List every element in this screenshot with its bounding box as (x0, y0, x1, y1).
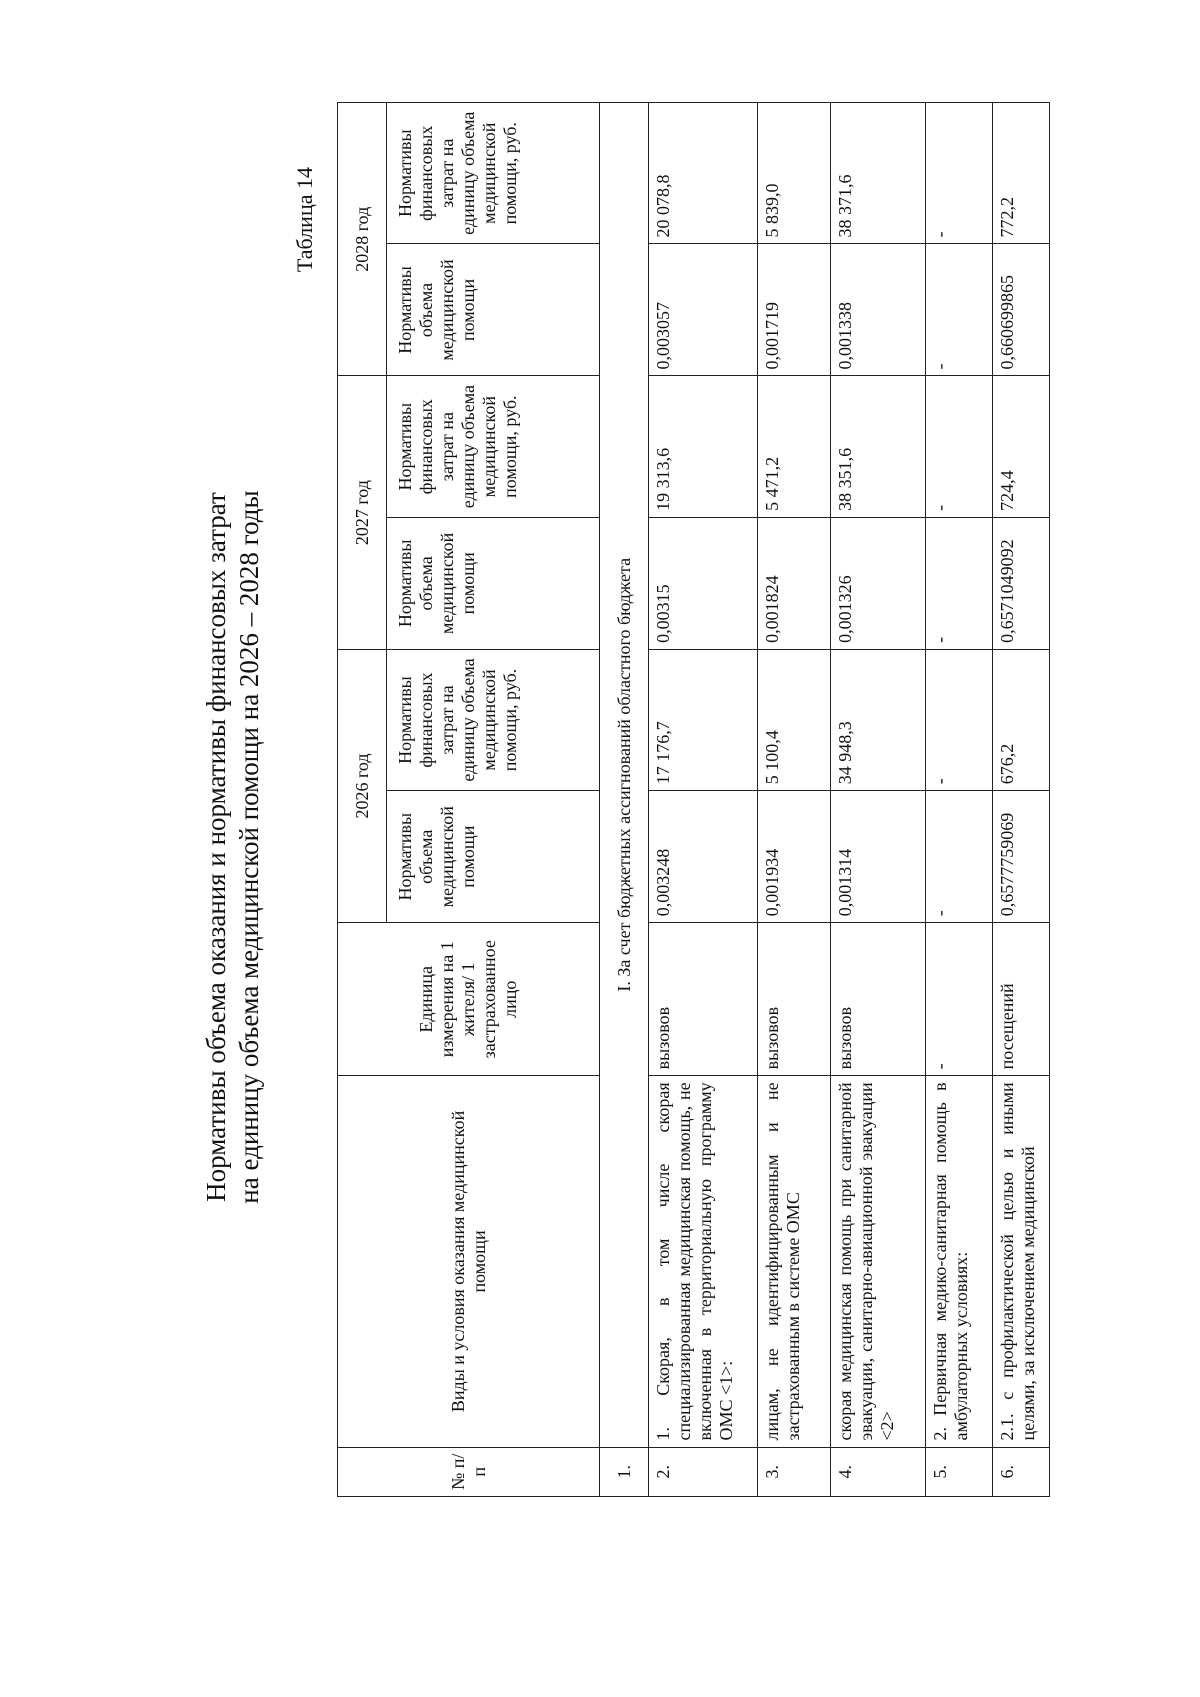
row-volume-2027: 0,00315 (649, 517, 758, 649)
row-kind: 1. Скорая, в том числе скорая специализированная медицинская помощь, не включенная в территориальную программу ОМС <1>: (649, 1076, 758, 1447)
row-volume-2028: - (926, 244, 993, 376)
table-row (600, 103, 649, 1497)
row-finance-2026: 5 100,4 (758, 649, 831, 790)
row-volume-2028: 0,660699865 (993, 244, 1050, 376)
row-num: 6. (993, 1447, 1050, 1496)
header-finance-2026: Нормативы финансовых затрат на единицу объема медицинской помощи, руб. (387, 649, 600, 790)
row-finance-2027: 19 313,6 (649, 376, 758, 517)
table-row (926, 103, 993, 1497)
row-unit: посещений (993, 923, 1050, 1076)
row-finance-2028: 38 371,6 (831, 103, 926, 244)
row-num: 3. (758, 1447, 831, 1496)
row-kind: 2. Первичная медико-санитарная помощь в амбулаторных условиях: (926, 1076, 993, 1447)
row-volume-2028: 0,001719 (758, 244, 831, 376)
table-row (758, 103, 831, 1497)
row-unit: вызовов (831, 923, 926, 1076)
row-finance-2027: 724,4 (993, 376, 1050, 517)
row-finance-2026: 17 176,7 (649, 649, 758, 790)
row-finance-2028: 20 078,8 (649, 103, 758, 244)
row-finance-2027: 5 471,2 (758, 376, 831, 517)
row-volume-2027: 0,001326 (831, 517, 926, 649)
row-unit: вызовов (649, 923, 758, 1076)
row-finance-2026: - (926, 649, 993, 790)
row-kind: лицам, не идентифицированным и не застрахованным в системе ОМС (758, 1076, 831, 1447)
row-finance-2028: 772,2 (993, 103, 1050, 244)
row-finance-2028: 5 839,0 (758, 103, 831, 244)
row-volume-2026: 0,003248 (649, 791, 758, 923)
document-title-line-1: Нормативы объема оказания и нормативы финансовых затрат (201, 492, 231, 1202)
row-volume-2028: 0,001338 (831, 244, 926, 376)
row-volume-2026: - (926, 791, 993, 923)
header-finance-2028: Нормативы финансовых затрат на единицу объема медицинской помощи, руб. (387, 103, 600, 244)
table-row (993, 103, 1050, 1497)
header-year-2026: 2026 год (338, 649, 387, 922)
row-finance-2026: 34 948,3 (831, 649, 926, 790)
table-number: Таблица 14 (292, 167, 317, 273)
row-num: 2. (649, 1447, 758, 1496)
table-row (649, 103, 758, 1497)
header-finance-2027: Нормативы финансовых затрат на единицу объема медицинской помощи, руб. (387, 376, 600, 517)
row-volume-2026: 0,001314 (831, 791, 926, 923)
header-unit: Единица измерения на 1 жителя/ 1 застрахованное лицо (338, 923, 600, 1076)
table-row (831, 103, 926, 1497)
header-kind: Виды и условия оказания медицинской помощи (338, 1076, 600, 1447)
row-volume-2028: 0,003057 (649, 244, 758, 376)
norms-table (337, 102, 1050, 1497)
row-num: 4. (831, 1447, 926, 1496)
row-kind: скорая медицинская помощь при санитарной эвакуации, санитарно-авиационной эвакуации <2> (831, 1076, 926, 1447)
header-row-years (338, 103, 387, 1497)
row-kind: 2.1. с профилактической целью и иными целями, за исключением медицинской (993, 1076, 1050, 1447)
row-finance-2027: - (926, 376, 993, 517)
document-title-line-2: на единицу объема медицинской помощи на 2026 – 2028 годы (234, 490, 264, 1204)
row-unit: вызовов (758, 923, 831, 1076)
row-volume-2027: 0,6571049092 (993, 517, 1050, 649)
header-year-2028: 2028 год (338, 103, 387, 376)
header-volume-2028: Нормативы объема медицинской помощи (387, 244, 600, 376)
header-volume-2027: Нормативы объема медицинской помощи (387, 517, 600, 649)
document-title (200, 147, 266, 1547)
row-num: 5. (926, 1447, 993, 1496)
header-year-2027: 2027 год (338, 376, 387, 649)
row-finance-2028: - (926, 103, 993, 244)
row-volume-2027: - (926, 517, 993, 649)
section-heading: I. За счет бюджетных ассигнований областного бюджета (600, 103, 649, 1448)
row-unit: - (926, 923, 993, 1076)
row-finance-2026: 676,2 (993, 649, 1050, 790)
row-finance-2027: 38 351,6 (831, 376, 926, 517)
row-num: 1. (600, 1447, 649, 1496)
row-volume-2027: 0,001824 (758, 517, 831, 649)
header-volume-2026: Нормативы объема медицинской помощи (387, 791, 600, 923)
header-num: № п/п (338, 1447, 600, 1496)
row-volume-2026: 0,6577759069 (993, 791, 1050, 923)
row-volume-2026: 0,001934 (758, 791, 831, 923)
